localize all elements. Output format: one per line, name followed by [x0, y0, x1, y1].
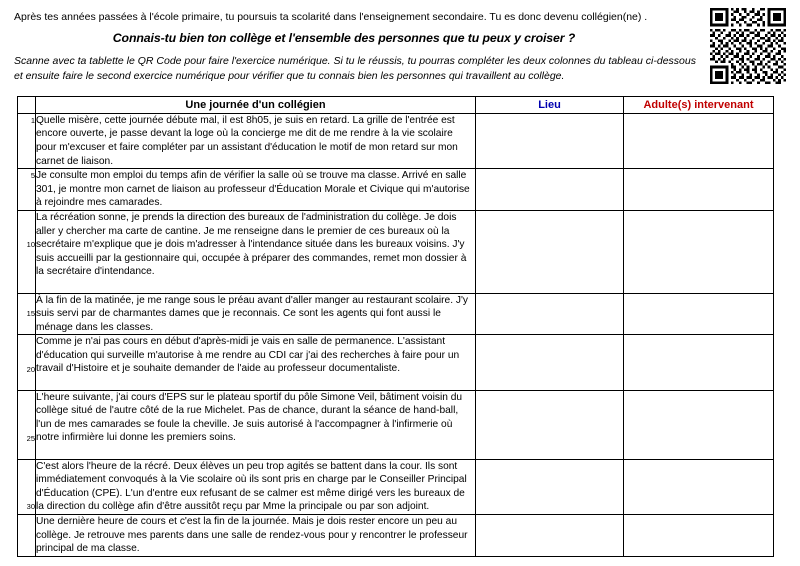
intro-paragraph: Après tes années passées à l'école primaire, tu poursuis ta scolarité dans l'enseignement secondaire. Tu es donc devenu collégien(ne) . — [14, 11, 648, 23]
row-story-text: C'est alors l'heure de la récré. Deux élèves un peu trop agités se battent dans la cour. Ils sont immédiatement convoqués à la Vie scolaire où ils sont pris en charge par le Conseiller Principal d'Éducation (CPE). L'un d'entre eux refusant de se calmer est même dirigé vers les bureaux de la direction du collège afin d'être aussitôt reçu par Mme la principale ou par son adjoint. — [36, 459, 476, 514]
qr-code-icon — [710, 8, 786, 84]
page-title: Connais-tu bien ton collège et l'ensemble des personnes que tu peux y croiser ? — [112, 31, 576, 46]
row-adulte-cell[interactable] — [624, 390, 774, 459]
row-adulte-cell[interactable] — [624, 169, 774, 211]
row-story-text: La récréation sonne, je prends la direction des bureaux de l'administration du collège. Je dois aller y chercher ma carte de cantine. Je me renseigne dans le premier de ces bureaux où la secrétaire m'explique que je dois m'adresser à l'intendance située dans les bureaux voisins. J'y suis accueilli par la gestionnaire qui, occupée à préparer des commandes, remet mon dossier à la secrétaire d'intendance. — [36, 211, 476, 294]
row-lieu-cell[interactable] — [476, 390, 624, 459]
row-story-text: Comme je n'ai pas cours en début d'après-midi je vais en salle de permanence. L'assistant d'éducation qui surveille m'autorise à me rendre au CDI car j'ai des recherches à faire pour un travail d'Histoire et je souhaite demander de l'aide au professeur documentaliste. — [36, 335, 476, 390]
row-line-numbers: 30 — [18, 459, 36, 514]
row-lieu-cell[interactable] — [476, 293, 624, 335]
row-adulte-cell[interactable] — [624, 293, 774, 335]
row-lieu-cell[interactable] — [476, 169, 624, 211]
row-adulte-cell[interactable] — [624, 515, 774, 557]
column-header-adulte: Adulte(s) intervenant — [624, 96, 774, 113]
row-line-numbers: 20 — [18, 335, 36, 390]
row-lieu-cell[interactable] — [476, 211, 624, 294]
table-row — [18, 293, 774, 335]
row-line-numbers — [18, 515, 36, 557]
row-story-text: À la fin de la matinée, je me range sous le préau avant d'aller manger au restaurant scolaire. J'y suis servi par de charmantes dames que je reconnais. Ce sont les agents qui font aussi le ménage dans les classes. — [36, 293, 476, 335]
row-line-numbers: 5 — [18, 169, 36, 211]
row-adulte-cell[interactable] — [624, 335, 774, 390]
row-line-numbers: 10 — [18, 211, 36, 294]
table-row — [18, 211, 774, 294]
column-header-lieu: Lieu — [476, 96, 624, 113]
row-line-numbers: 15 — [18, 293, 36, 335]
table-row — [18, 459, 774, 514]
table-row — [18, 169, 774, 211]
row-story-text: Quelle misère, cette journée débute mal, il est 8h05, je suis en retard. La grille de l'entrée est encore ouverte, je passe devant la loge où la concierge me dit de me rendre à la vie scolaire pour m'excuser et faire compléter par un assistant d'éducation le motif de mon retard sur mon carnet de liaison. — [36, 113, 476, 168]
row-line-numbers: 1 — [18, 113, 36, 168]
table-row — [18, 113, 774, 168]
row-lieu-cell[interactable] — [476, 515, 624, 557]
row-story-text: Une dernière heure de cours et c'est la fin de la journée. Mais je dois rester encore un peu au collège. Je retrouve mes parents dans une salle de rendez-vous pour y rencontrer le professeur principal de ma classe. — [36, 515, 476, 557]
instructions-paragraph: Scanne avec ta tablette le QR Code pour faire l'exercice numérique. Si tu le réussis, tu pourras compléter les deux colonnes du tableau ci-dessous et ensuite faire le second exercice numérique pour vérifier que tu connais bien les personnes qui travaillent au collège. — [14, 55, 696, 83]
row-adulte-cell[interactable] — [624, 211, 774, 294]
column-header-linenumbers — [18, 96, 36, 113]
row-adulte-cell[interactable] — [624, 113, 774, 168]
row-line-numbers: 25 — [18, 390, 36, 459]
column-header-story: Une journée d'un collégien — [36, 96, 476, 113]
row-lieu-cell[interactable] — [476, 113, 624, 168]
row-lieu-cell[interactable] — [476, 459, 624, 514]
table-header-row — [18, 96, 774, 113]
row-story-text: Je consulte mon emploi du temps afin de vérifier la salle où se trouve ma classe. Arrivé en salle 301, je montre mon carnet de liaison au professeur d'Éducation Morale et Civique qui m'autorise à rejoindre mes camarades. — [36, 169, 476, 211]
activity-table — [17, 96, 774, 557]
row-lieu-cell[interactable] — [476, 335, 624, 390]
table-row — [18, 390, 774, 459]
row-adulte-cell[interactable] — [624, 459, 774, 514]
row-story-text: L'heure suivante, j'ai cours d'EPS sur le plateau sportif du pôle Simone Veil, bâtiment voisin du collège situé de l'autre côté de la rue Michelet. Pas de chance, durant la séance de hand-ball, l'un de mes camarades se foule la cheville. Je suis autorisé à l'accompagner à l'infirmerie où notre infirmière lui donne les premiers soins. — [36, 390, 476, 459]
table-row — [18, 335, 774, 390]
table-row — [18, 515, 774, 557]
